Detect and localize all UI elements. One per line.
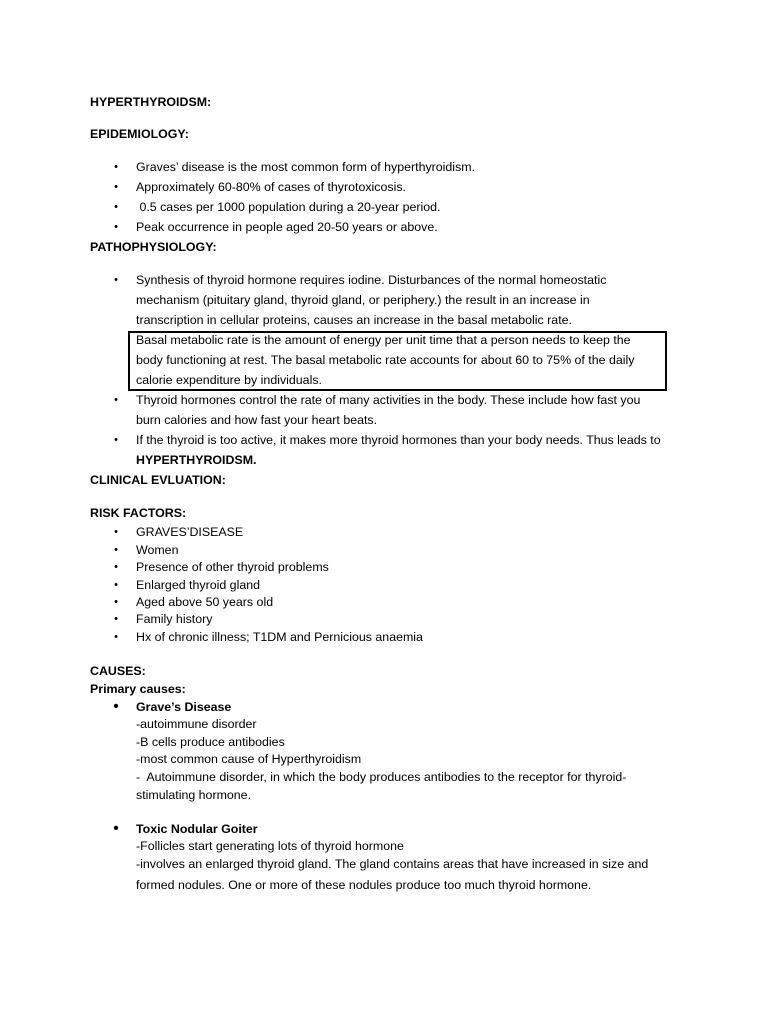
- paragraph-line: burn calories and how fast your heart beats.: [136, 413, 378, 427]
- bullet-icon: •: [114, 274, 118, 286]
- document-title: HYPERTHYROIDSM:: [90, 95, 212, 109]
- cause-line: formed nodules. One or more of these nodules produce too much thyroid hormone.: [136, 878, 592, 892]
- definition-line: Basal metabolic rate is the amount of energy per unit time that a person needs to keep the: [136, 333, 631, 347]
- bullet-icon: •: [114, 561, 118, 573]
- bullet-icon: •: [114, 394, 118, 406]
- cause-line: stimulating hormone.: [136, 788, 252, 802]
- cause-line: -B cells produce antibodies: [136, 735, 285, 749]
- paragraph-line: If the thyroid is too active, it makes more thyroid hormones than your body needs. Thus leads to: [136, 433, 661, 447]
- cause-line: - Autoimmune disorder, in which the body produces antibodies to the receptor for thyroid-: [136, 770, 627, 784]
- list-item: Aged above 50 years old: [136, 595, 274, 609]
- paragraph-line: mechanism (pituitary gland, thyroid gland, or periphery.) the result in an increase in: [136, 293, 590, 307]
- cause-line: -most common cause of Hyperthyroidism: [136, 752, 362, 766]
- bullet-icon: •: [114, 613, 118, 625]
- paragraph-line: Synthesis of thyroid hormone requires iodine. Disturbances of the normal homeostatic: [136, 273, 607, 287]
- bullet-icon: •: [113, 698, 119, 715]
- definition-line: body functioning at rest. The basal metabolic rate accounts for about 60 to 75% of the daily: [136, 353, 635, 367]
- paragraph-line: HYPERTHYROIDSM.: [136, 453, 257, 467]
- list-item: Approximately 60-80% of cases of thyrotoxicosis.: [136, 180, 406, 194]
- paragraph-line: Thyroid hormones control the rate of many activities in the body. These include how fast you: [136, 393, 641, 407]
- cause-title: Grave’s Disease: [136, 700, 232, 714]
- bullet-icon: •: [114, 201, 118, 213]
- list-item: Family history: [136, 612, 213, 626]
- cause-line: -autoimmune disorder: [136, 717, 257, 731]
- risk-factors-heading: RISK FACTORS:: [90, 506, 187, 520]
- cause-title: Toxic Nodular Goiter: [136, 822, 258, 836]
- epidemiology-heading: EPIDEMIOLOGY:: [90, 127, 189, 141]
- list-item: Women: [136, 543, 179, 557]
- cause-line: -involves an enlarged thyroid gland. The gland contains areas that have increased in size and: [136, 857, 649, 871]
- list-item: Hx of chronic illness; T1DM and Pernicious anaemia: [136, 630, 423, 644]
- list-item: Peak occurrence in people aged 20-50 years or above.: [136, 220, 438, 234]
- list-item: Enlarged thyroid gland: [136, 578, 260, 592]
- cause-line: -Follicles start generating lots of thyroid hormone: [136, 839, 404, 853]
- bullet-icon: •: [114, 544, 118, 556]
- pathophysiology-heading: PATHOPHYSIOLOGY:: [90, 240, 217, 254]
- paragraph-line: transcription in cellular proteins, causes an increase in the basal metabolic rate.: [136, 313, 572, 327]
- causes-heading: CAUSES:: [90, 664, 146, 678]
- list-item: GRAVES’DISEASE: [136, 525, 244, 539]
- definition-line: calorie expenditure by individuals.: [136, 373, 322, 387]
- bullet-icon: •: [114, 181, 118, 193]
- bullet-icon: •: [114, 579, 118, 591]
- bullet-icon: •: [114, 221, 118, 233]
- clinical-heading: CLINICAL EVLUATION:: [90, 473, 226, 487]
- list-item: 0.5 cases per 1000 population during a 20-year period.: [136, 200, 441, 214]
- bullet-icon: •: [114, 434, 118, 446]
- bullet-icon: •: [114, 596, 118, 608]
- bullet-icon: •: [114, 161, 118, 173]
- primary-causes-heading: Primary causes:: [90, 682, 186, 696]
- bullet-icon: •: [113, 820, 119, 837]
- list-item: Presence of other thyroid problems: [136, 560, 329, 574]
- list-item: Graves’ disease is the most common form of hyperthyroidism.: [136, 160, 476, 174]
- bullet-icon: •: [114, 631, 118, 643]
- bullet-icon: •: [114, 526, 118, 538]
